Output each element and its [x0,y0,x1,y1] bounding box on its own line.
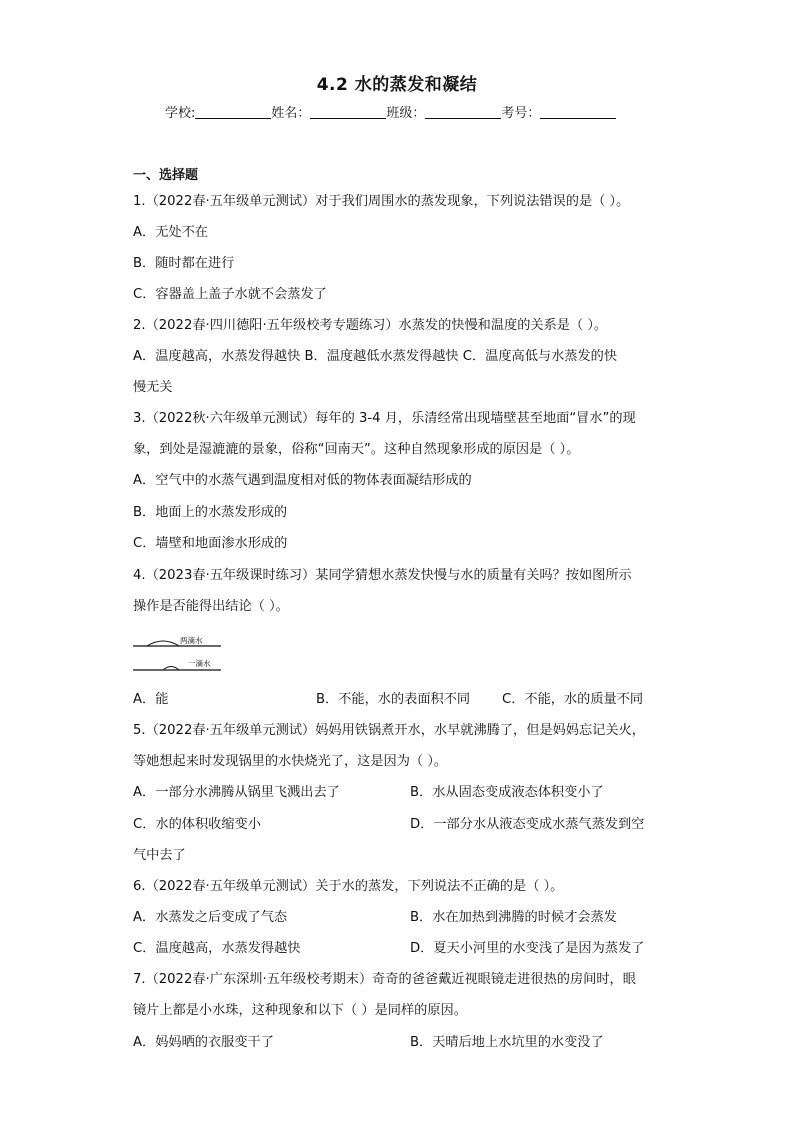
q3-option-b: B．地面上的水蒸发形成的 [133,505,288,520]
q4-stem-line2: 操作是否能得出结论（ ）。 [133,599,289,614]
school-label: 学校: [165,106,196,121]
q7-option-a: A．妈妈晒的衣服变干了 [133,1035,274,1050]
q6-option-d: D．夏天小河里的水变浅了是因为蒸发了 [410,941,645,956]
number-label: 考号： [501,106,541,121]
page-title: 4.2 水的蒸发和凝结 [316,75,478,95]
school-blank[interactable] [195,104,271,119]
q4-option-b: B．不能，水的表面积不同 [316,692,471,707]
q7-stem-line1: 7.（2022春·广东深圳·五年级校考期末）奇奇的爸爸戴近视眼镜走进很热的房间时，眼 [133,972,636,987]
number-blank[interactable] [540,104,616,119]
class-label: 班级： [386,106,426,121]
q6-stem: 6.（2022春·五年级单元测试）关于水的蒸发，下列说法不正确的是（ ）。 [133,879,564,894]
name-blank[interactable] [310,104,386,119]
two-drops-shape [147,641,179,646]
q2-stem: 2.（2022春·四川德阳·五年级校考专题练习）水蒸发的快慢和温度的关系是（ ）。 [133,318,608,333]
two-drops-label: 两滴水 [180,636,203,645]
q5-stem-line1: 5.（2022春·五年级单元测试）妈妈用铁锅煮开水，水早就沸腾了，但是妈妈忘记关火， [133,723,645,738]
q7-stem-line2: 镜片上都是小水珠，这种现象和以下（ ）是同样的原因。 [133,1003,467,1018]
q5-option-b: B．水从固态变成液态体积变小了 [410,785,604,800]
q5-option-a: A．一部分水沸腾从锅里飞溅出去了 [133,785,340,800]
section-title: 一、选择题 [133,168,199,183]
name-label: 姓名： [271,106,311,121]
q4-option-a: A．能 [133,692,169,707]
q2-options-cont: 慢无关 [133,380,173,395]
q6-option-a: A．水蒸发之后变成了气态 [133,910,288,925]
water-drops-figure [133,633,223,679]
q3-option-c: C．墙壁和地面渗水形成的 [133,536,288,551]
q7-option-b: B．天晴后地上水坑里的水变没了 [410,1035,604,1050]
q1-option-c: C．容器盖上盖子水就不会蒸发了 [133,287,327,302]
q5-option-c: C．水的体积收缩变小 [133,817,261,832]
q4-option-c: C．不能，水的质量不同 [502,692,644,707]
q3-stem-line1: 3.（2022秋·六年级单元测试）每年的 3-4 月，乐清经常出现墙壁甚至地面“冒水”的现 [133,411,636,426]
q5-stem-line2: 等她想起来时发现锅里的水快烧光了，这是因为（ ）。 [133,754,448,769]
q1-stem: 1.（2022春·五年级单元测试）对于我们周围水的蒸发现象，下列说法错误的是（ ）。 [133,194,630,209]
one-drop-label: 一滴水 [188,659,211,668]
q4-stem-line1: 4.（2023春·五年级课时练习）某同学猜想水蒸发快慢与水的质量有关吗？按如图所示 [133,568,632,583]
q3-stem-line2: 象，到处是湿漉漉的景象，俗称“回南天”。这种自然现象形成的原因是（ ）。 [133,442,580,457]
q5-option-d: D．一部分水从液态变成水蒸气蒸发到空 [410,817,645,832]
class-blank[interactable] [425,104,501,119]
water-drops-diagram [133,633,223,679]
q3-option-a: A．空气中的水蒸气遇到温度相对低的物体表面凝结形成的 [133,473,472,488]
q6-option-c: C．温度越高，水蒸发得越快 [133,941,301,956]
q1-option-a: A．无处不在 [133,225,208,240]
q6-option-b: B．水在加热到沸腾的时候才会蒸发 [410,910,617,925]
q5-option-d-cont: 气中去了 [133,848,186,863]
student-info-row [165,102,616,121]
q2-options: A．温度越高，水蒸发得越快 B．温度越低水蒸发得越快 C．温度高低与水蒸发的快 [133,349,618,364]
q1-option-b: B．随时都在进行 [133,256,235,271]
